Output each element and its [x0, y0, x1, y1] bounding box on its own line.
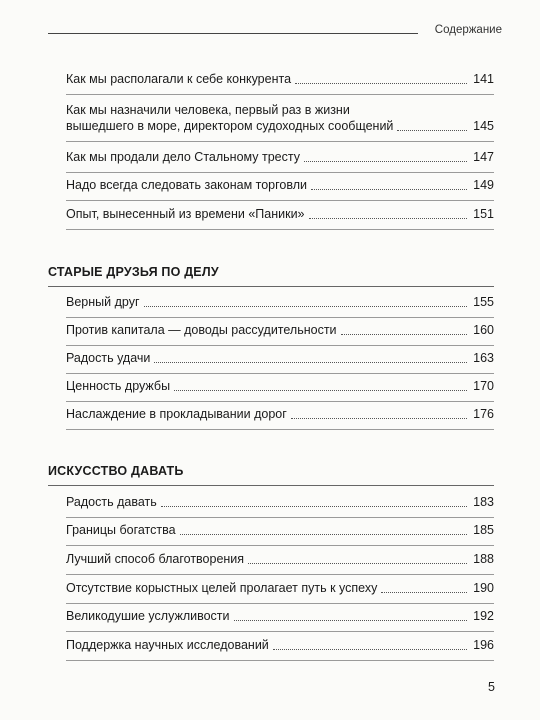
- toc-entry: [66, 494, 494, 518]
- toc-entry: [66, 637, 494, 661]
- toc-entry: [66, 102, 494, 142]
- toc-entry: [66, 322, 494, 346]
- toc-entry-page: 163: [473, 351, 494, 365]
- toc-entry: [66, 608, 494, 632]
- dot-leader: [248, 563, 467, 564]
- toc-entry-page: 160: [473, 323, 494, 337]
- toc-entry-title: Как мы располагали к себе конкурента: [66, 72, 292, 86]
- running-head-rule: [48, 33, 418, 34]
- dot-leader: [295, 83, 467, 84]
- toc-entry-title: Ценность дружбы: [66, 379, 171, 393]
- toc-entry: [66, 206, 494, 230]
- dot-leader: [154, 362, 467, 363]
- toc-entry-title: Радость удачи: [66, 351, 151, 365]
- dot-leader: [174, 390, 467, 391]
- toc-entry-page: 141: [473, 72, 494, 86]
- toc-entry-page: 170: [473, 379, 494, 393]
- section-heading: СТАРЫЕ ДРУЗЬЯ ПО ДЕЛУ: [48, 265, 494, 287]
- toc-entry-title: Надо всегда следовать законам торговли: [66, 178, 307, 192]
- toc-entry-page: 183: [473, 495, 494, 509]
- dot-leader: [144, 306, 468, 307]
- toc-entry: [66, 149, 494, 173]
- dot-leader: [304, 161, 467, 162]
- dot-leader: [234, 620, 468, 621]
- toc-entry: [66, 177, 494, 201]
- toc-entry-title: Лучший способ благотворения: [66, 552, 245, 566]
- toc-entry-title: Поддержка научных исследований: [66, 638, 269, 652]
- toc-entry-page: 188: [473, 552, 494, 566]
- toc-entry-title-line: Как мы назначили человека, первый раз в жизни: [66, 103, 350, 117]
- toc-entry-title: Опыт, вынесенный из времени «Паники»: [66, 207, 305, 221]
- toc-entry-title: Границы богатства: [66, 523, 176, 537]
- running-head-label: Содержание: [434, 24, 502, 36]
- toc-entry-title: Великодушие услужливости: [66, 609, 230, 623]
- toc-entry-page: 190: [473, 581, 494, 595]
- dot-leader: [273, 649, 467, 650]
- toc-entry: [66, 294, 494, 318]
- toc-entry-page: 149: [473, 178, 494, 192]
- dot-leader: [311, 189, 467, 190]
- dot-leader: [309, 218, 468, 219]
- toc-entry: [66, 406, 494, 430]
- toc-entry-title: Наслаждение в прокладывании дорог: [66, 407, 287, 421]
- section-heading: ИСКУССТВО ДАВАТЬ: [48, 464, 494, 486]
- toc-entry-title: Верный друг: [66, 295, 140, 309]
- toc-entry-title: [66, 102, 393, 134]
- toc-entry: [66, 580, 494, 604]
- dot-leader: [397, 130, 467, 131]
- toc-entry: [66, 350, 494, 374]
- running-head: [435, 24, 502, 36]
- toc-entry-page: 155: [473, 295, 494, 309]
- toc-entry-title: Как мы продали дело Стальному тресту: [66, 150, 300, 164]
- toc-entry-page: 176: [473, 407, 494, 421]
- toc-entry-page: 185: [473, 523, 494, 537]
- toc-entry-title-line: вышедшего в море, директором судоходных сообщений: [66, 119, 394, 133]
- toc-entry-title: Отсутствие корыстных целей пролагает путь к успеху: [66, 581, 378, 595]
- toc-entry: [66, 71, 494, 95]
- toc-entry: [66, 522, 494, 546]
- toc-entry-page: 145: [473, 119, 494, 133]
- toc-entry-page: 192: [473, 609, 494, 623]
- dot-leader: [180, 534, 468, 535]
- toc-entry-page: 151: [473, 207, 494, 221]
- toc-entry-page: 196: [473, 638, 494, 652]
- toc-entry: [66, 378, 494, 402]
- toc-entry-title: Радость давать: [66, 495, 157, 509]
- toc-entry-title: Против капитала — доводы рассудительности: [66, 323, 337, 337]
- toc-entry-page: 147: [473, 150, 494, 164]
- dot-leader: [381, 592, 467, 593]
- dot-leader: [161, 506, 467, 507]
- page-number: 5: [488, 680, 495, 694]
- dot-leader: [291, 418, 467, 419]
- toc-entry: [66, 551, 494, 575]
- dot-leader: [341, 334, 468, 335]
